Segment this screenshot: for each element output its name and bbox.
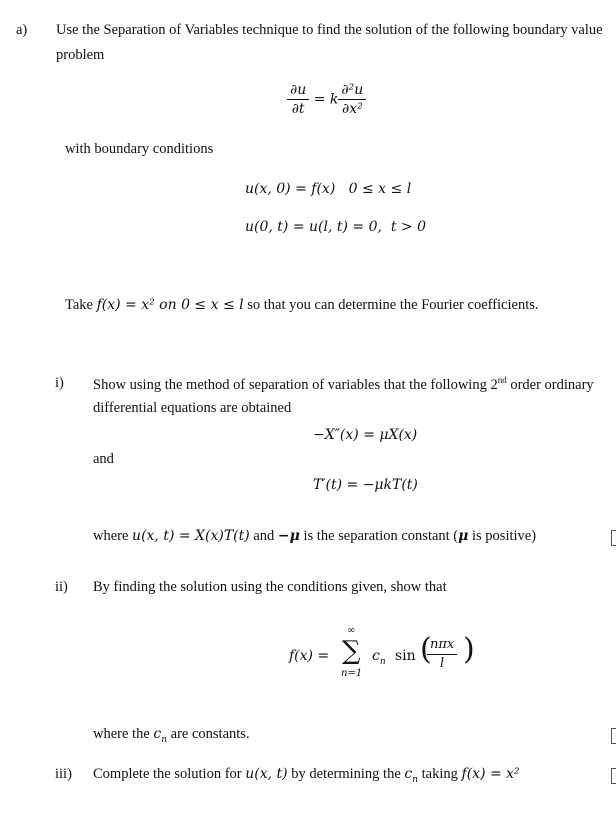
sum-upper-limit: ∞ <box>347 625 356 636</box>
sum-lower-limit: n=1 <box>341 668 363 679</box>
item-i-label: i) <box>55 375 64 391</box>
and-text: and <box>93 451 114 467</box>
heat-equation: $\frac{\partial u}{\partial t}$ = k $\frac{\text{∂²u}}{\text{∂x²}}$ <box>287 82 366 117</box>
sum-sign: ∑ <box>342 636 361 666</box>
take-line: Take f(x) = x² on 0 ≤ x ≤ l so that you can determine the Fourier coefficients. <box>65 297 539 313</box>
boundary-condition: u(0, t) = u(l, t) = 0, t > 0 <box>245 219 427 235</box>
where-cn-line: where the $c_n$ are constants. <box>93 726 250 745</box>
intro-text-line1: Use the Separation of Variables technique to find the solution of the following boundary value <box>56 22 603 38</box>
ode-x: −X″(x) = μX(x) <box>313 427 418 443</box>
where-line: where u(x, t) = X(x)T(t) and −μ is the separation constant (μ is positive) <box>93 528 537 544</box>
mark-bracket <box>611 530 616 546</box>
space-second-derivative: $\frac{\text{∂²u}}{\text{∂x²}}$ <box>338 82 366 117</box>
item-ii-label: ii) <box>55 579 68 595</box>
item-iii-label: iii) <box>55 766 72 782</box>
intro-text-line2: problem <box>56 47 105 63</box>
initial-condition: u(x, 0) = f(x) 0 ≤ x ≤ l <box>245 181 412 197</box>
mark-bracket <box>611 768 616 784</box>
part-label: a) <box>16 22 28 38</box>
item-ii-text: By finding the solution using the conditions given, show that <box>93 579 447 595</box>
mark-bracket <box>611 728 616 744</box>
item-i-line1: Show using the method of separation of variables that the following 2nd order ordinary <box>93 375 594 393</box>
bc-intro: with boundary conditions <box>65 141 214 157</box>
item-iii-text: Complete the solution for u(x, t) by determining the $c_n$ taking f(x) = x² <box>93 766 520 785</box>
item-i-line2: differential equations are obtained <box>93 400 292 416</box>
ode-t: T′(t) = −μkT(t) <box>313 477 418 493</box>
time-derivative: $\frac{\partial u}{\partial t}$ <box>287 82 309 117</box>
sine-argument: nπx l <box>427 637 457 672</box>
